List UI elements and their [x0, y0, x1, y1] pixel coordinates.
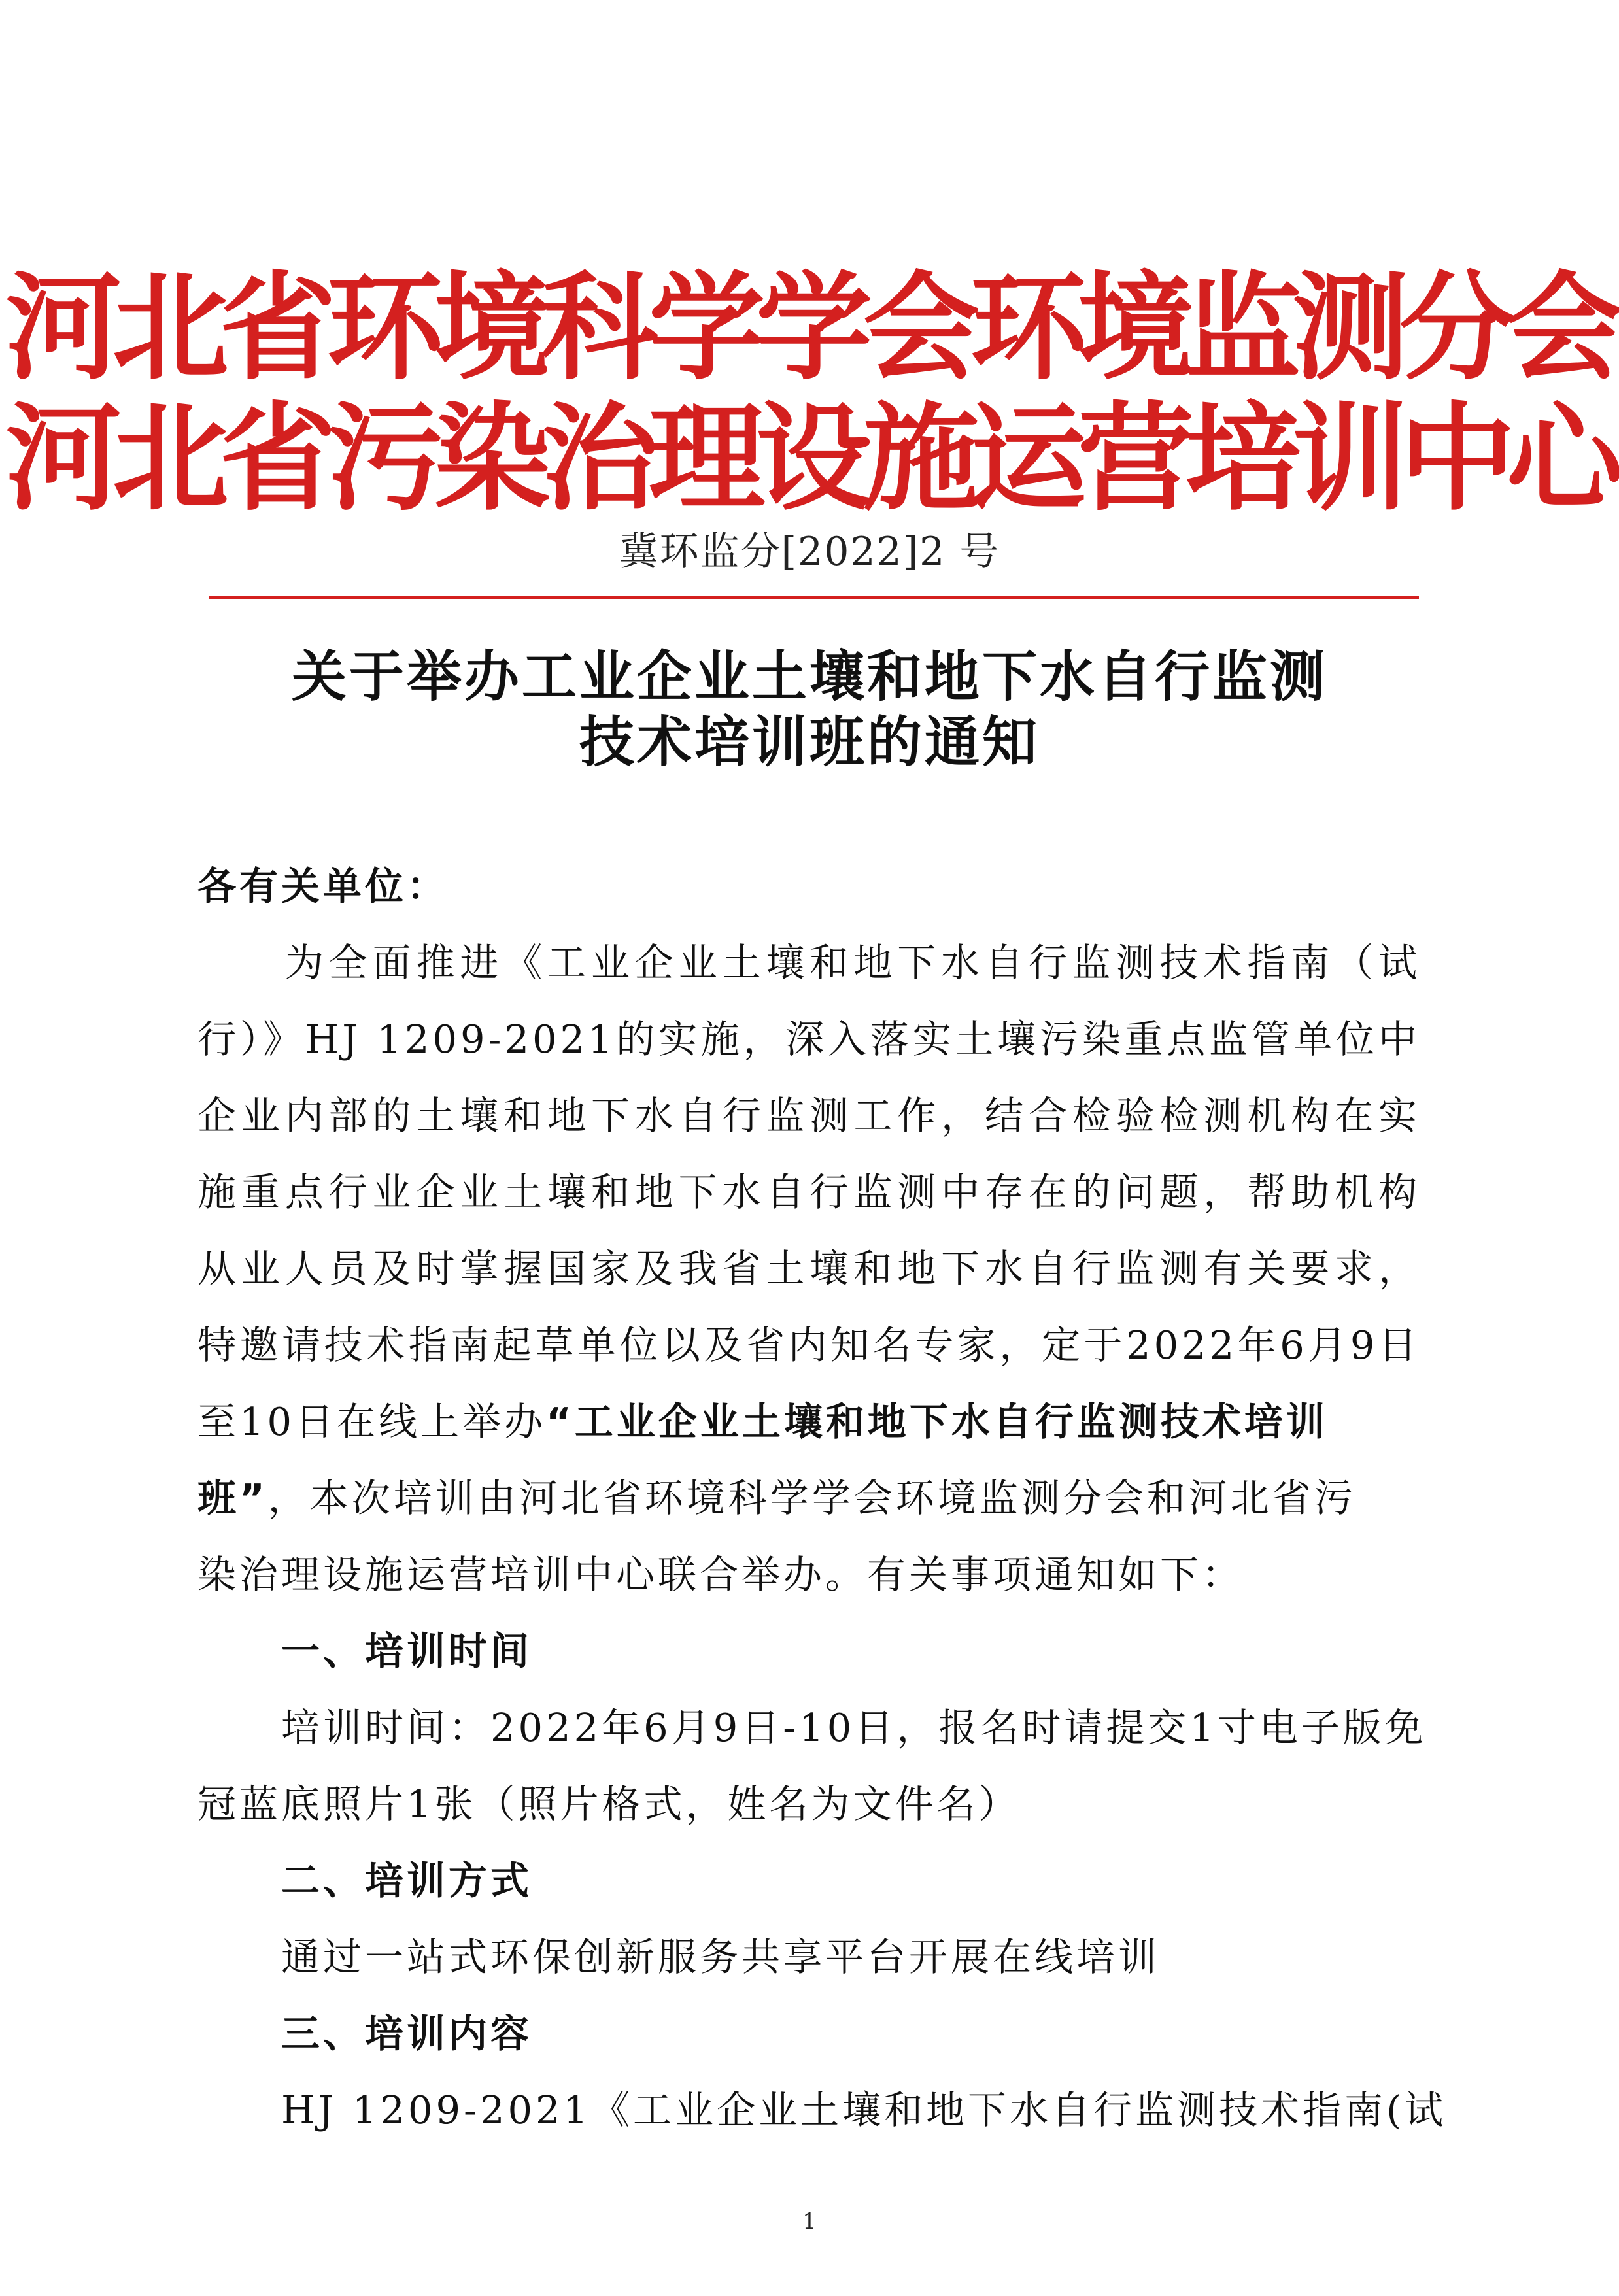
- body-line-4: 施重点行业企业土壤和地下水自行监测中存在的问题，帮助机构: [197, 1170, 1420, 1215]
- notice-title-line-1: 关于举办工业企业土壤和地下水自行监测: [291, 645, 1327, 709]
- section-time-line-2: 冠蓝底照片1张（照片格式，姓名为文件名）: [197, 1781, 1021, 1827]
- section-time-line-1: 培训时间：2022年6月9日-10日，报名时请提交1寸电子版免: [197, 1705, 1427, 1750]
- body-line-7-text: 至10日在线上举办: [197, 1399, 547, 1444]
- body-line-2: 行）》HJ 1209-2021的实施，深入落实土壤污染重点监管单位中: [197, 1017, 1420, 1062]
- salutation: 各有关单位：: [197, 864, 449, 909]
- page-number: 1: [802, 2208, 817, 2235]
- body-line-7: [197, 1383, 1420, 1460]
- section-heading-time: 一、培训时间: [197, 1629, 533, 1674]
- body-line-6: 特邀请技术指南起草单位以及省内知名专家，定于2022年6月9日: [197, 1323, 1420, 1368]
- issuer-name-line-2: 河北省污染治理设施运营培训中心: [5, 391, 1614, 526]
- body-line-5: 从业人员及时掌握国家及我省土壤和地下水自行监测有关要求，: [197, 1246, 1420, 1291]
- training-name-emphasis: “工业企业土壤和地下水自行监测技术培训: [546, 1399, 1328, 1444]
- document-number: 冀环监分[2022]2 号: [619, 529, 1000, 575]
- body-line-8-text: ，本次培训由河北省环境科学学会环境监测分会和河北省污: [267, 1476, 1356, 1521]
- training-name-emphasis-end: 班”: [197, 1476, 268, 1521]
- body-line-3: 企业内部的土壤和地下水自行监测工作，结合检验检测机构在实: [197, 1093, 1420, 1138]
- section-heading-method: 二、培训方式: [197, 1858, 533, 1903]
- notice-title-line-2: 技术培训班的通知: [579, 710, 1040, 774]
- body-line-9: 染治理设施运营培训中心联合举办。有关事项通知如下：: [197, 1552, 1244, 1597]
- section-heading-content: 三、培训内容: [197, 2011, 533, 2056]
- body-line-1: 为全面推进《工业企业土壤和地下水自行监测技术指南（试: [197, 940, 1420, 985]
- red-divider: [209, 596, 1419, 599]
- body-line-8: [197, 1460, 1420, 1536]
- issuer-name-line-1: 河北省环境科学学会环境监测分会: [5, 260, 1614, 396]
- section-content-line-1: HJ 1209-2021《工业企业土壤和地下水自行监测技术指南(试: [197, 2087, 1447, 2133]
- section-method-line-1: 通过一站式环保创新服务共享平台开展在线培训: [197, 1934, 1161, 1980]
